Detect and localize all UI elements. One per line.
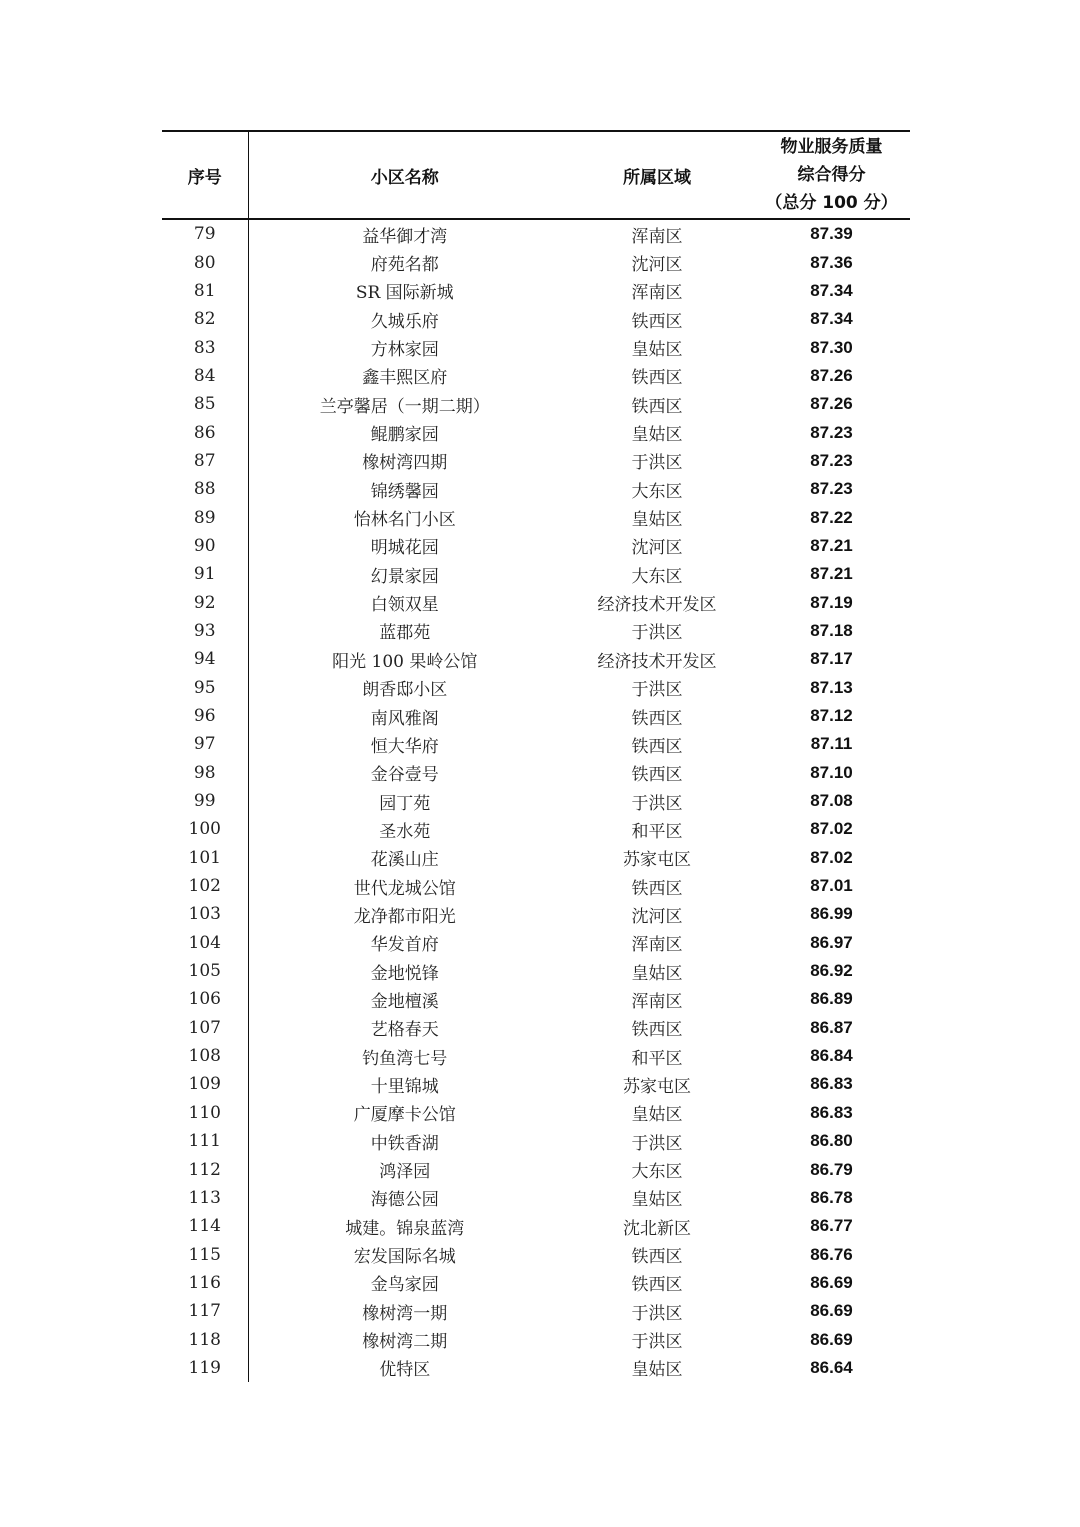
district-cell: 铁西区 [631,396,683,417]
seq-cell: 113 [162,1184,248,1212]
table-row [162,957,910,985]
district-cell: 经济技术开发区 [597,595,717,616]
community-name-cell: 城建。锦泉蓝湾 [345,1218,465,1239]
score-cell: 86.79 [810,1159,853,1179]
score-cell: 86.92 [810,961,853,981]
community-name-cell: 金地檀溪 [370,991,439,1012]
community-name-cell: 金谷壹号 [370,765,439,786]
community-name-cell: 朗香邸小区 [362,680,448,701]
district-cell: 苏家屯区 [623,1076,691,1097]
score-cell: 87.23 [810,450,853,470]
district-cell: 沈河区 [631,538,683,559]
community-name-cell: 圣水苑 [379,821,431,842]
score-cell: 87.19 [810,592,853,612]
score-cell: 86.97 [810,932,853,952]
score-cell: 87.23 [810,422,853,442]
score-cell: 86.76 [810,1244,853,1264]
community-name-cell: 橡树湾一期 [362,1303,448,1324]
seq-cell: 81 [162,277,248,305]
table-row [162,985,910,1013]
seq-cell: 82 [162,305,248,333]
community-name-cell: 恒大华府 [370,736,439,757]
score-cell: 87.21 [810,535,853,555]
table-row [162,219,910,248]
district-cell: 和平区 [631,821,683,842]
seq-cell: 117 [162,1297,248,1325]
district-cell: 皇姑区 [631,1190,683,1211]
seq-cell: 84 [162,362,248,390]
table-row [162,929,910,957]
district-cell: 铁西区 [631,1247,683,1268]
score-cell: 87.02 [810,847,853,867]
seq-cell: 109 [162,1070,248,1098]
district-cell: 于洪区 [631,1133,683,1154]
district-cell: 皇姑区 [631,425,683,446]
community-name-cell: 金鸟家园 [370,1275,439,1296]
score-cell: 87.12 [810,706,853,726]
score-cell: 87.13 [810,677,853,697]
seq-cell: 100 [162,815,248,843]
seq-cell: 108 [162,1042,248,1070]
district-cell: 沈河区 [631,255,683,276]
district-cell: 于洪区 [631,453,683,474]
district-cell: 浑南区 [631,935,683,956]
community-name-cell: 橡树湾四期 [362,453,448,474]
district-cell: 铁西区 [631,765,683,786]
score-cell: 86.69 [810,1329,853,1349]
seq-cell: 115 [162,1240,248,1268]
district-cell: 浑南区 [631,991,683,1012]
seq-cell: 119 [162,1354,248,1382]
community-name-cell: 金地悦锋 [370,963,439,984]
seq-cell: 86 [162,418,248,446]
seq-cell: 118 [162,1325,248,1353]
community-name-cell: 花溪山庄 [370,850,439,871]
table-row [162,702,910,730]
district-cell: 铁西区 [631,1275,683,1296]
district-cell: 大东区 [631,1162,683,1183]
community-name-cell: 钓鱼湾七号 [362,1048,448,1069]
table-row [162,1070,910,1098]
seq-cell: 96 [162,702,248,730]
community-name-cell: 鑫丰熙区府 [362,368,448,389]
table-row [162,447,910,475]
community-name-cell: 海德公园 [370,1190,439,1211]
property-score-table [162,130,910,1382]
score-cell: 87.01 [810,876,853,896]
community-name-cell: 白领双星 [370,595,439,616]
district-cell: 皇姑区 [631,340,683,361]
table-row [162,1212,910,1240]
community-name-cell: 中铁香湖 [370,1133,439,1154]
score-cell: 87.39 [810,224,853,244]
score-cell: 87.26 [810,365,853,385]
community-name-cell: 艺格春天 [370,1020,439,1041]
seq-cell: 105 [162,957,248,985]
score-cell: 86.69 [810,1272,853,1292]
score-cell: 86.99 [810,904,853,924]
seq-cell: 80 [162,248,248,276]
community-name-cell: 橡树湾二期 [362,1332,448,1353]
seq-column-header: 序号 [162,131,248,219]
seq-cell: 101 [162,844,248,872]
district-cell: 铁西区 [631,1020,683,1041]
table-row [162,305,910,333]
table-row [162,475,910,503]
score-cell: 87.23 [810,479,853,499]
community-name-cell: 华发首府 [370,935,439,956]
score-cell: 87.34 [810,309,853,329]
table-row [162,674,910,702]
district-cell: 于洪区 [631,680,683,701]
table-header [162,131,910,219]
community-name-cell: 鲲鹏家园 [370,425,439,446]
score-cell: 87.21 [810,564,853,584]
table-row [162,730,910,758]
table-row [162,1184,910,1212]
district-cell: 铁西区 [631,708,683,729]
community-name-cell: 园丁苑 [379,793,431,814]
seq-cell: 87 [162,447,248,475]
community-name-cell: 久城乐府 [370,311,439,332]
district-cell: 沈河区 [631,906,683,927]
table-row [162,1155,910,1183]
community-name-cell: 明城花园 [370,538,439,559]
table-row [162,1325,910,1353]
score-header-line: 综合得分 [797,165,866,185]
district-cell: 皇姑区 [631,963,683,984]
community-name-cell: 南风雅阁 [370,708,439,729]
table-row [162,1240,910,1268]
seq-cell: 94 [162,645,248,673]
district-cell: 经济技术开发区 [597,651,717,672]
score-cell: 87.22 [810,507,853,527]
score-cell: 87.11 [810,734,853,754]
seq-cell: 104 [162,929,248,957]
table-row [162,418,910,446]
table-row [162,617,910,645]
district-cell: 于洪区 [631,1303,683,1324]
score-header-line: （总分 100 分） [765,193,898,213]
community-name-cell: 益华御才湾 [362,226,448,247]
score-cell: 86.78 [810,1187,853,1207]
table-row [162,759,910,787]
score-cell: 87.30 [810,337,853,357]
seq-cell: 106 [162,985,248,1013]
table-row [162,844,910,872]
seq-cell: 114 [162,1212,248,1240]
district-cell: 铁西区 [631,368,683,389]
table-row [162,872,910,900]
seq-cell: 85 [162,390,248,418]
community-name-cell: 蓝郡苑 [379,623,431,644]
score-cell: 86.80 [810,1131,853,1151]
district-cell: 苏家屯区 [623,850,691,871]
table-row [162,787,910,815]
table-row [162,1099,910,1127]
score-cell: 87.17 [810,649,853,669]
score-cell: 87.34 [810,280,853,300]
seq-cell: 110 [162,1099,248,1127]
community-name-cell: 幻景家园 [370,566,439,587]
score-cell: 86.89 [810,989,853,1009]
community-name-cell: 优特区 [379,1360,431,1381]
community-name-cell: 十里锦城 [370,1076,439,1097]
table-row [162,1354,910,1382]
seq-cell: 111 [162,1127,248,1155]
table-row [162,645,910,673]
seq-cell: 116 [162,1269,248,1297]
community-name-cell: 阳光 100 果岭公馆 [332,651,478,672]
community-name-cell: 龙净都市阳光 [353,906,456,927]
score-cell: 87.26 [810,394,853,414]
name-column-header: 小区名称 [248,131,561,219]
seq-cell: 97 [162,730,248,758]
score-cell: 86.69 [810,1301,853,1321]
table-row [162,588,910,616]
community-name-cell: 怡林名门小区 [353,510,456,531]
district-cell: 于洪区 [631,793,683,814]
district-cell: 于洪区 [631,1332,683,1353]
district-cell: 沈北新区 [623,1218,691,1239]
district-cell: 铁西区 [631,878,683,899]
seq-cell: 91 [162,560,248,588]
seq-cell: 107 [162,1014,248,1042]
district-cell: 皇姑区 [631,1360,683,1381]
community-name-cell: 宏发国际名城 [353,1247,456,1268]
seq-cell: 92 [162,588,248,616]
seq-cell: 90 [162,532,248,560]
table-row [162,277,910,305]
table-row [162,815,910,843]
table-body [162,219,910,1382]
seq-cell: 93 [162,617,248,645]
community-name-cell: 府苑名都 [370,255,439,276]
header-row [162,131,910,219]
district-cell: 浑南区 [631,283,683,304]
district-cell: 大东区 [631,481,683,502]
table-row [162,1269,910,1297]
district-cell: 浑南区 [631,226,683,247]
seq-cell: 88 [162,475,248,503]
seq-cell: 112 [162,1155,248,1183]
community-name-cell: 广厦摩卡公馆 [353,1105,456,1126]
seq-cell: 83 [162,333,248,361]
district-cell: 大东区 [631,566,683,587]
community-name-cell: 锦绣馨园 [370,481,439,502]
district-cell: 于洪区 [631,623,683,644]
table-row [162,532,910,560]
score-cell: 87.02 [810,819,853,839]
score-cell: 86.83 [810,1074,853,1094]
score-cell: 86.87 [810,1017,853,1037]
score-cell: 86.84 [810,1046,853,1066]
table-row [162,1042,910,1070]
score-cell: 87.10 [810,762,853,782]
table-row [162,390,910,418]
table-row [162,1297,910,1325]
community-name-cell: 方林家园 [370,340,439,361]
table-row [162,248,910,276]
district-cell: 皇姑区 [631,1105,683,1126]
seq-cell: 95 [162,674,248,702]
score-cell: 86.83 [810,1102,853,1122]
table-row [162,1014,910,1042]
table-row [162,333,910,361]
score-cell: 87.18 [810,620,853,640]
score-column-header [753,131,910,219]
table-row [162,560,910,588]
district-cell: 铁西区 [631,736,683,757]
seq-cell: 98 [162,759,248,787]
table-row [162,362,910,390]
seq-cell: 103 [162,900,248,928]
district-cell: 皇姑区 [631,510,683,531]
score-cell: 86.77 [810,1216,853,1236]
community-name-cell: 兰亭馨居（一期二期） [319,396,490,417]
district-column-header: 所属区域 [561,131,753,219]
seq-cell: 102 [162,872,248,900]
seq-cell: 99 [162,787,248,815]
seq-cell: 89 [162,503,248,531]
table-row [162,1127,910,1155]
score-cell: 87.08 [810,791,853,811]
district-cell: 铁西区 [631,311,683,332]
community-name-cell: SR 国际新城 [355,283,454,304]
score-cell: 87.36 [810,252,853,272]
table-row [162,900,910,928]
district-cell: 和平区 [631,1048,683,1069]
seq-cell: 79 [162,219,248,248]
community-name-cell: 鸿泽园 [379,1162,431,1183]
score-header-line: 物业服务质量 [780,137,883,157]
score-cell: 86.64 [810,1357,853,1377]
community-name-cell: 世代龙城公馆 [353,878,456,899]
table-row [162,503,910,531]
